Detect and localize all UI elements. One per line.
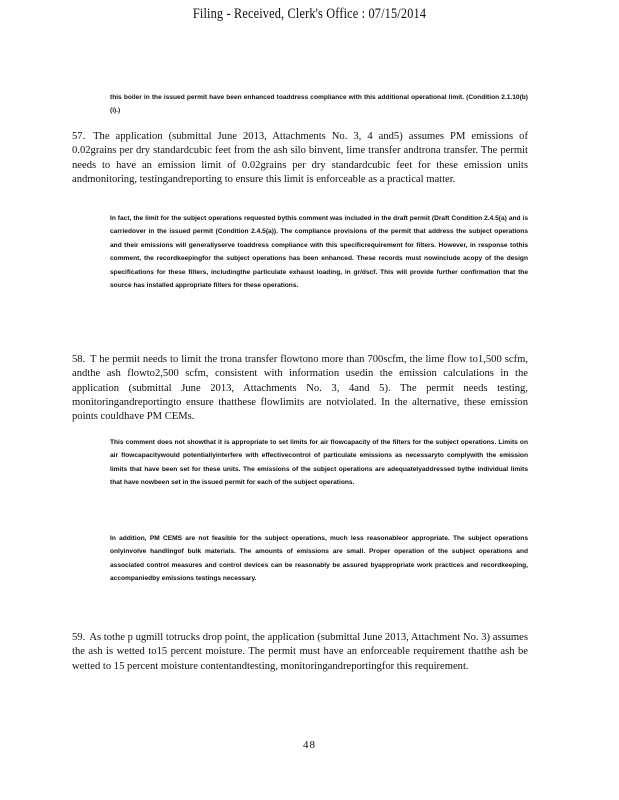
comment-57 — [72, 130, 528, 187]
response-paragraph — [110, 532, 528, 586]
response-text: This comment does not showthat it is appropriate to set limits for air flowcapacity of the filters for the subject operations. Limits on air flowcapacitywould potentiallyinterfere with effectivecontrol of particulate emissions as necessaryto complywith the emission limits that have been set for these units. The emissions of the subject operations are adequatelyaddressed bythe individual limits that have nowbeen set in the issued permit for each of the subject operations. — [110, 439, 528, 487]
page-number: 48 — [303, 739, 316, 751]
response-paragraph — [110, 212, 528, 292]
response-text: this boiler in the issued permit have been enhanced toaddress compliance with this additional operational limit. (Condition 2.1.10(b)(i).) — [110, 94, 528, 115]
comment-text: As tothe p ugmill totrucks drop point, the application (submittal June 2013, Attachment No. 3) assumes the ash is wetted to15 percent moisture. The permit must have an enforceable requirement thatthe ash be wetted to 15 percent moisture contentandtesting, monitoringandreportingfor this requirement. — [72, 632, 528, 672]
comment-number: 58. — [72, 354, 86, 365]
comment-58 — [72, 353, 528, 424]
response-paragraph — [110, 436, 528, 490]
comment-text: T he permit needs to limit the trona transfer flowtono more than 700scfm, the lime flow to1,500 scfm, andthe ash flowto2,500 scfm, consistent with information usedin the emission calculations in the application (submittal June 2013, Attachments No. 3, 4and 5). The permit needs testing, monitoringandreportingto ensure thatthese flowlimits are notviolated. In the alternative, these emission points couldhave PM CEMs. — [72, 354, 528, 423]
response-paragraph — [110, 91, 528, 118]
filing-header: Filing - Received, Clerk's Office : 07/15/2014 — [192, 6, 427, 22]
response-text: In fact, the limit for the subject operations requested bythis comment was included in the draft permit (Draft Condition 2.4.5(a) and is carriedover in the issued permit (Condition 2.4.5(a)). The compliance provisions of the permit that address the subject operations and their emissions will generallyserve toaddress compliance with this specificrequirement for filters. However, in response tothis comment, the recordkeepingfor the subject operations has been enhanced. These records must nowinclude acopy of the design specifications for these filters, includingthe particulate exhaust loading, in gr/dscf. This will provide further confirmation that the source has installed appropriate filters for these operations. — [110, 215, 528, 290]
comment-text: The application (submittal June 2013, Attachments No. 3, 4 and5) assumes PM emissions of 0.02grains per dry standardcubic feet from the ash silo binvent, lime transfer andtrona transfer. The permit needs to have an emission limit of 0.02grains per dry standardcubic feet for these emission units andmonitoring, testingandreporting to ensure this limit is enforceable as a practical matter. — [72, 131, 528, 185]
comment-59 — [72, 631, 528, 674]
response-text: In addition, PM CEMS are not feasible for the subject operations, much less reasonableor appropriate. The subject operations onlyinvolve handlingof bulk materials. The amounts of emissions are small. Proper operation of the subject operations and associated control measures and control devices can be reasonably be assured byappropriate work practices and recordkeeping, accompaniedby emissions testings necessary. — [110, 535, 528, 583]
comment-number: 57. — [72, 131, 86, 142]
comment-number: 59. — [72, 632, 86, 643]
